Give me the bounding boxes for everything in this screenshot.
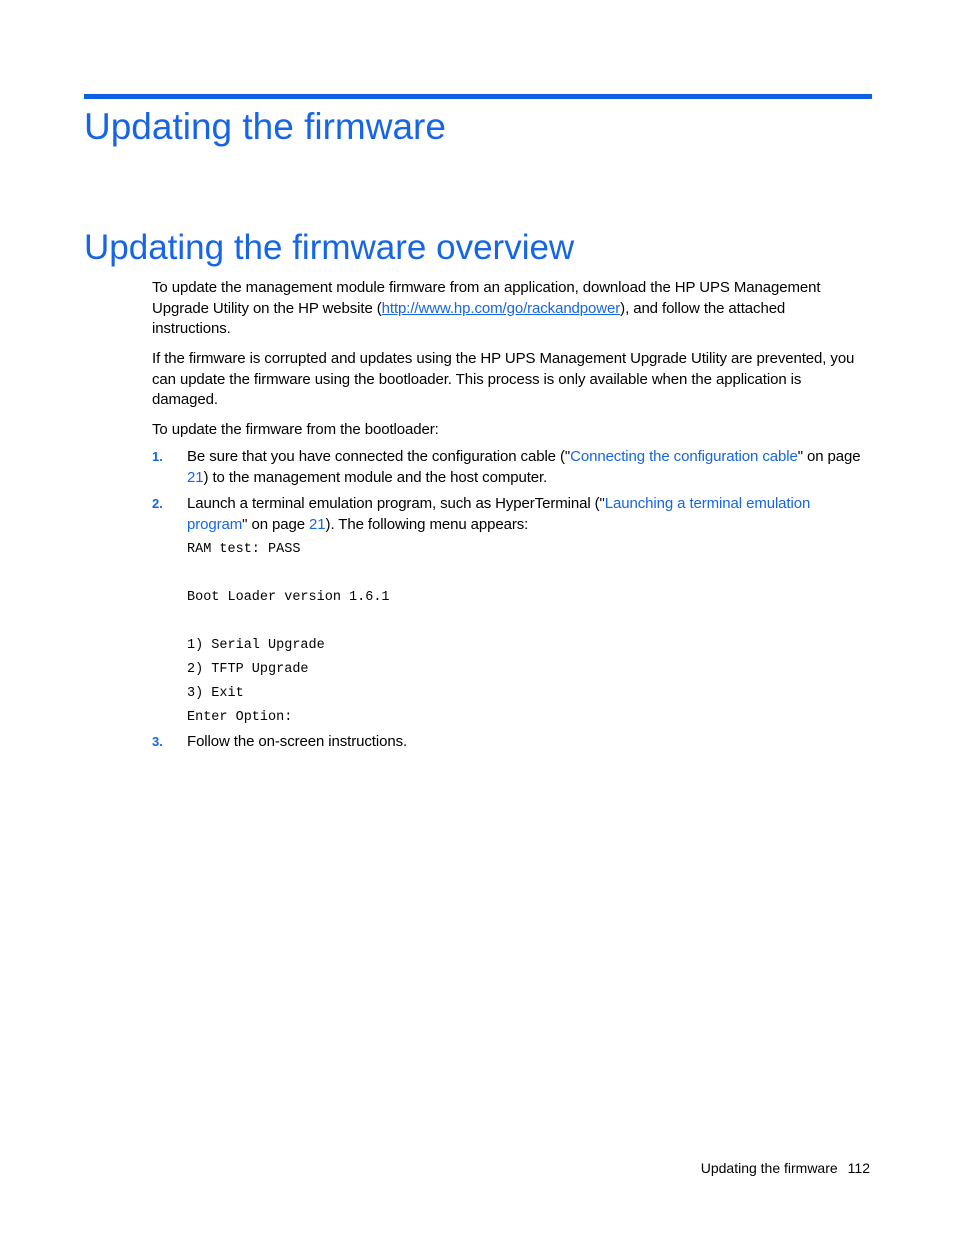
bootloader-paragraph: If the firmware is corrupted and updates using the HP UPS Management Upgrade Utility are prevented, you can update the firmware using the bootloader. This process is only available when the application is damaged.: [152, 350, 855, 408]
step-number: 3.: [152, 734, 163, 749]
step-2-after: ). The following menu appears:: [325, 515, 529, 533]
hp-website-link[interactable]: http://www.hp.com/go/rackandpower: [381, 299, 621, 317]
code-line: 2) TFTP Upgrade: [187, 662, 309, 677]
page-reference-link[interactable]: 21: [309, 515, 326, 533]
step-2-middle: " on page: [242, 515, 310, 533]
section-title: Updating the firmware overview: [84, 228, 575, 267]
step-1-middle: " on page: [797, 448, 861, 465]
step-3-text: Follow the on-screen instructions.: [187, 733, 408, 750]
page-number: 112: [847, 1160, 870, 1176]
step-1-after: ) to the management module and the host computer.: [203, 468, 548, 486]
code-line: Boot Loader version 1.6.1: [187, 590, 390, 605]
configuration-cable-link[interactable]: Connecting the configuration cable: [570, 448, 798, 465]
step-2-before: Launch a terminal emulation program, such as HyperTerminal (": [187, 495, 605, 512]
chapter-title: Updating the firmware: [84, 106, 446, 147]
intro-text-after: ), and follow the attached instructions.: [152, 299, 786, 337]
code-line: 1) Serial Upgrade: [187, 638, 325, 653]
step-2-text: [187, 494, 867, 535]
chapter-rule: [84, 94, 872, 99]
step-number: 1.: [152, 449, 163, 464]
step-1-before: Be sure that you have connected the configuration cable (": [187, 448, 571, 465]
step-number: 2.: [152, 496, 163, 511]
procedure-intro: To update the firmware from the bootloader:: [152, 421, 439, 438]
page-reference-link[interactable]: 21: [187, 468, 204, 486]
intro-text-before: To update the management module firmware from an application, download the HP UPS Management Upgrade Utility on the HP website (: [152, 279, 821, 317]
terminal-emulation-link[interactable]: Launching a terminal emulation program: [187, 495, 811, 533]
code-line: 3) Exit: [187, 686, 244, 701]
step-1-text: [187, 447, 867, 488]
page-footer: [701, 1158, 870, 1178]
code-line: RAM test: PASS: [187, 542, 301, 557]
intro-paragraph: [152, 278, 864, 340]
footer-section-title: Updating the firmware: [700, 1160, 838, 1176]
code-line: Enter Option:: [187, 710, 293, 725]
